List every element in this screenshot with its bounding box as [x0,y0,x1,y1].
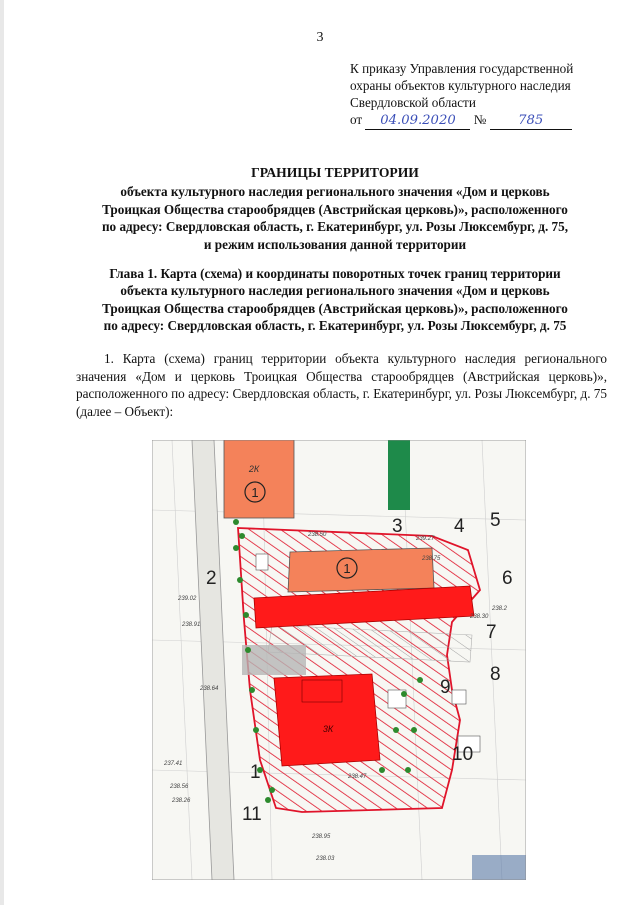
point-8: 8 [490,664,501,685]
scan-edge [0,0,4,905]
elevation: 238.64 [200,686,219,692]
point-9: 9 [440,677,451,698]
green-zone [388,440,410,510]
elevation: 239.02 [178,596,197,602]
title-line-1: объекта культурного наследия регионального значения «Дом и церковь [120,184,550,200]
elevation: 238.95 [312,834,331,840]
page-number: 3 [316,30,324,45]
elevation: 238.56 [170,784,189,790]
order-line-3: Свердловской области [350,95,476,110]
elevation: 239.27 [416,536,435,542]
point-7: 7 [486,622,497,643]
grey-block [242,645,306,675]
chapter-line-4: по адресу: Свердловская область, г. Екатеринбург, ул. Розы Люксембург, д. 75 [103,318,567,334]
chapter-heading [60,265,610,335]
paragraph-1: 1. Карта (схема) границ территории объекта культурного наследия регионального значения «Дом и церковь Троицкая Общества старообрядцев (Австрийская церковь)», расположенного по адресу: Свердловская область, г. Екатеринбург, ул. Розы Люксембург, д. 75 (далее – Объект): [76,351,607,419]
elevation: 238.03 [316,856,335,862]
document-title [60,164,610,253]
point-1: 1 [250,762,261,783]
order-reference [350,60,630,130]
order-line-1: К приказу Управления государственной [350,61,574,76]
heritage-marker-top-text: 1 [251,485,259,500]
chapter-line-1: Глава 1. Карта (схема) и координаты поворотных точек границ территории [109,266,561,281]
chapter-line-3: Троицкая Общества старообрядцев (Австрийская церковь)», расположенного [102,300,568,316]
bottom-zone [472,855,526,880]
elevation: 238.75 [422,556,441,562]
order-date: 04.09.2020 [365,112,470,130]
elevation: 238.91 [182,622,201,628]
building-top-label: 2К [248,464,260,474]
elevation: 238.2 [492,606,508,612]
heritage-marker-middle-text: 1 [343,561,351,576]
point-3: 3 [392,516,403,537]
point-2: 2 [206,568,217,589]
order-from-label: от [350,112,363,127]
point-4: 4 [454,516,465,537]
elevation: 238.30 [470,614,489,620]
chapter-line-2: объекта культурного наследия регионального значения «Дом и церковь [120,283,550,299]
elevation: 238.50 [308,532,327,538]
map-svg [152,440,526,880]
building-top [224,440,294,518]
building-middle [288,548,434,592]
title-line-3: по адресу: Свердловская область, г. Екатеринбург, ул. Розы Люксембург, д. 75, [101,219,569,235]
title-line-2: Троицкая Общества старообрядцев (Австрийская церковь)», расположенного [102,201,568,217]
point-5: 5 [490,510,501,531]
point-6: 6 [502,568,513,589]
boundary-map [152,440,526,880]
order-number-label: № [473,112,487,127]
object-main [274,674,380,766]
order-number: 785 [490,112,572,130]
title-line-4: и режим использования данной территории [203,236,467,252]
point-10: 10 [452,744,474,765]
title-main: ГРАНИЦЫ ТЕРРИТОРИИ [251,165,419,180]
elevation: 237.41 [164,761,183,767]
order-line-4 [350,111,630,130]
elevation: 238.26 [172,798,191,804]
building-main-label: 3К [322,724,334,734]
point-11: 11 [242,804,262,825]
order-line-2: охраны объектов культурного наследия [350,78,571,93]
elevation: 238.47 [348,774,367,780]
